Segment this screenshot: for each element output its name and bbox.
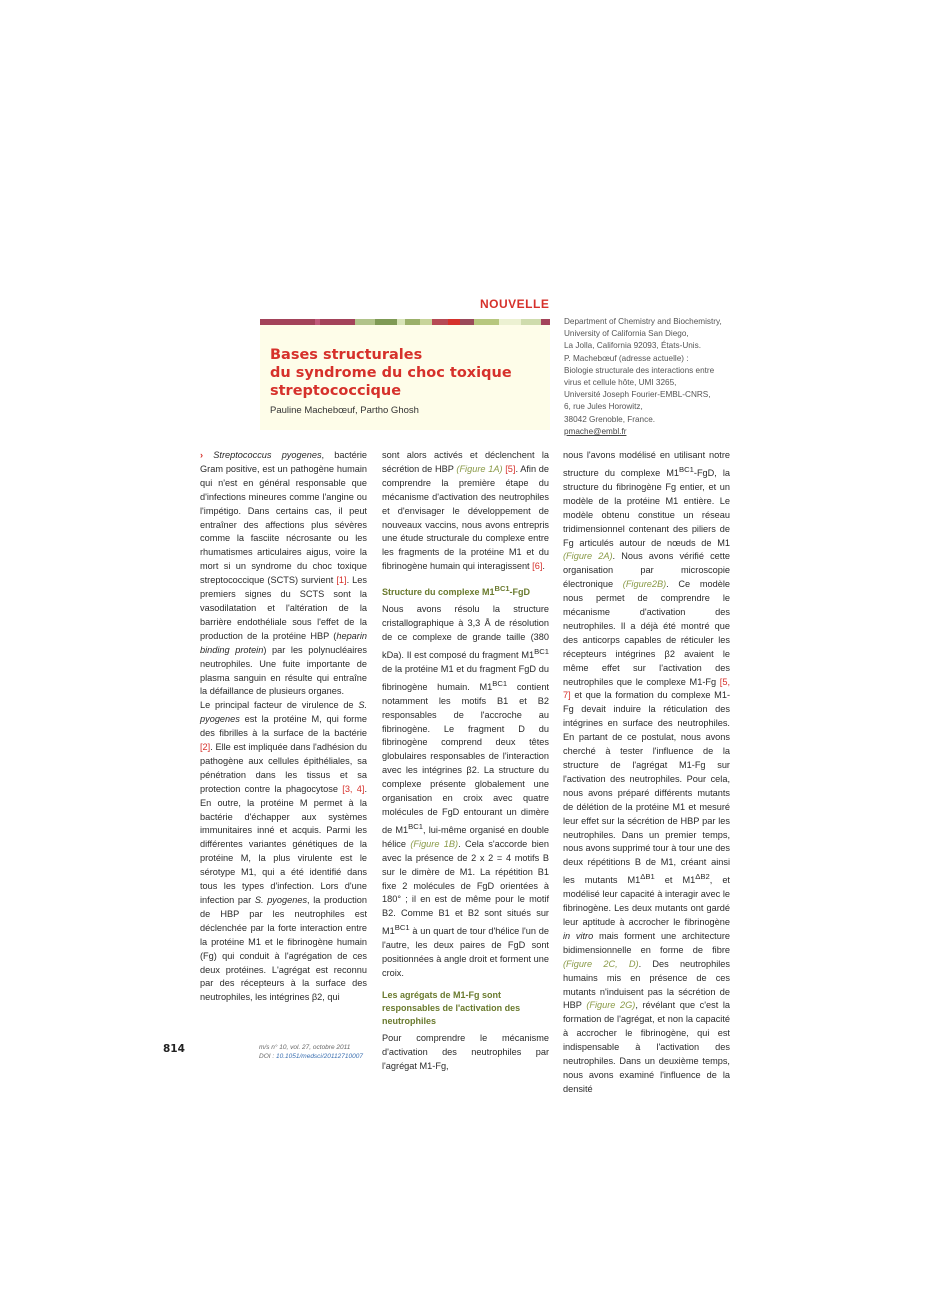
text-run: , bactérie Gram positive, est un pathogène humain qui n'est en général responsable que d'infections mineures comme l'angine ou l'impétigo. Dans certains cas, il peut entraîner des affections plus sévères comme la fasciite nécrosante ou les rhumatismes articulaires aigus, voire la mort si un syndrome du choc toxique streptococcique (SCTS) survient [200, 450, 367, 586]
text-run: . Elle est impliquée dans l'adhésion du pathogène aux cellules épithéliales, sa pénétration dans les tissus et sa protection contre la phagocytose [200, 742, 367, 794]
species-name: S. pyogenes [254, 895, 308, 905]
text-run: . Les premiers signes du SCTS sont la vasodilatation et l'altération de la barrière endothéliale sous l'effet de la production de la protéine HBP ( [200, 575, 367, 641]
affiliation-line: University of California San Diego, [564, 329, 689, 339]
superscript: BC1 [492, 678, 508, 688]
text-run: -FgD, la structure du fibrinogène Fg entier, et un modèle de la protéine M1 entière. Le modèle obtenu constitue un réseau tridimensionnel contenant des piliers de Fg articulés autour de nœuds de M1 [563, 467, 730, 548]
paragraph [382, 603, 549, 981]
section-label: NOUVELLE [480, 297, 550, 311]
text-run: Nous avons résolu la structure cristallographique à 3,3 Å de résolution de ce complexe de grande taille (380 kDa). Il est composé du fragment M1 [382, 604, 549, 660]
superscript: ΔB2 [695, 872, 710, 882]
superscript: BC1 [394, 923, 410, 933]
affiliation-line: P. Machebœuf (adresse actuelle) : [564, 353, 689, 363]
text-run: , lui-même organisé en double hélice [382, 824, 550, 849]
species-name: S. pyogenes [200, 700, 367, 725]
text-run: et que la formation du complexe M1-Fg devait induire la réticulation des intégrines en surface des neutrophiles. En partant de ce postulat, nous avons cherché à tester l'influence de la structure de l'agrégat M1-Fg sur l'activation des neutrophiles. Pour cela, nous avons préparé différents mutants de délétion de la protéine M1 et mesuré leur effet sur la sécrétion de HBP par les neutrophiles. Dans un premier temps, nous avons supprimé tour à tour une des deux répétitions B de M1, créant ainsi les mutants M1 [563, 690, 731, 886]
superscript: BC1 [494, 584, 510, 594]
text-run: . Ce modèle nous permet de comprendre le mécanisme d'activation des neutrophiles. Il a déjà été montré que des anticorps capables de réticuler les récepteurs intégrines β2 avaient le même effet sur l'activation des neutrophiles que le complexe M1-Fg [563, 579, 730, 687]
superscript: BC1 [534, 646, 549, 656]
journal-info [259, 1044, 363, 1061]
text-run: . [542, 561, 545, 572]
figure-link[interactable]: (Figure2B) [622, 579, 667, 590]
text-run: nous l'avons modélisé en utilisant notre structure du complexe M1 [563, 450, 730, 478]
paragraph [200, 449, 367, 699]
title-line: du syndrome du choc toxique [270, 365, 512, 381]
text-run: , la production de HBP par les neutrophiles est déclenchée par la forte interaction entre la protéine M1 et le fibrinogène humain (Fg) qui conduit à l'agrégation de ces deux protéines. L'agrégat est reconnu par des récepteurs à la surface des neutrophiles, les intégrines β2, qui [200, 895, 367, 1003]
text-run: Le principal facteur de virulence de [200, 700, 359, 711]
affiliation-line: virus et cellule hôte, UMI 3265, [564, 378, 677, 388]
affiliation-line: 38042 Grenoble, France. [564, 414, 656, 424]
affiliation [564, 316, 764, 438]
emphasis: heparin binding protein [200, 630, 367, 655]
text-run: . Des neutrophiles humains mis en présence de ces mutants n'induisent pas la sécrétion de HBP [563, 958, 730, 1011]
section-heading [382, 582, 549, 599]
email-link[interactable]: pmache@embl.fr [564, 426, 627, 436]
text-run: , révélant que c'est la formation de l'agrégat, et non la capacité à accrocher le fibrinogène, qui est indispensable à l'activation des neutrophiles. Dans un deuxième temps, nous avons examiné l'influence de la densité [563, 1000, 730, 1094]
text-run: sont alors activés et déclenchent la sécrétion de HBP [382, 450, 549, 474]
text-run: contient notamment les motifs B1 et B2 responsables de l'accroche au fibrinogène. Le fragment D du fibrinogène comprend deux têtes globulaires responsables de l'interaction avec les intégrines β2. La structure du complexe présente globalement une organisation en croix avec quatre molécules de FgD entourant un dimère de M1 [382, 681, 549, 835]
figure-link[interactable]: (Figure 2G) [586, 1000, 636, 1011]
affiliation-line: La Jolla, California 92093, États-Unis. [564, 341, 701, 351]
affiliation-line: Department of Chemistry and Biochemistry, [564, 317, 722, 326]
reference-link[interactable]: [2] [200, 742, 211, 753]
text-run: -FgD [509, 587, 531, 598]
text-run: de la protéine M1 et du fragment FgD du fibrinogène humain. M1 [382, 663, 549, 692]
journal-line: m/s n° 10, vol. 27, octobre 2011 [259, 1044, 351, 1051]
paragraph: Pour comprendre le mécanisme d'activation des neutrophiles par l'agrégat M1-Fg, [382, 1032, 549, 1071]
text-run: , et modélisé leur capacité à interagir avec le fibrinogène. Les deux mutants ont gardé leur aptitude à accrocher le fibrinogène [563, 875, 730, 928]
article-title [270, 346, 545, 400]
section-heading: Les agrégats de M1-Fg sont responsables de l'activation des neutrophiles [382, 989, 521, 1026]
reference-link[interactable]: [1] [336, 575, 347, 586]
page-number: 814 [163, 1043, 185, 1055]
text-run: est la protéine M, qui forme des fibrilles à la surface de la bactérie [200, 714, 367, 739]
superscript: BC1 [678, 464, 694, 474]
species-name: Streptococcus pyogenes [213, 450, 322, 460]
figure-link[interactable]: (Figure 1B) [410, 838, 459, 849]
text-run: Structure du complexe M1 [382, 587, 495, 598]
reference-link[interactable]: [5, 7] [563, 676, 730, 701]
emphasis: in vitro [563, 930, 594, 941]
lead-arrow-icon: › [200, 450, 204, 460]
text-run: et M1 [654, 875, 696, 886]
title-line: Bases structurales [270, 347, 423, 363]
reference-link[interactable]: [3, 4] [342, 783, 365, 794]
paragraph [200, 699, 367, 1005]
doi-prefix: DOI : [259, 1052, 276, 1060]
figure-link[interactable]: (Figure 2A) [563, 551, 613, 562]
reference-link[interactable]: [6] [532, 561, 543, 572]
paragraph [382, 449, 549, 574]
text-run: . Cela s'accorde bien avec la présence de 2 x 2 = 4 motifs B sur le dimère de M1. La répétition B1 fixe 2 molécules de FgD orientées à 180° ; il en est de même pour le motif B2. Comme B1 et B2 sont situés sur M1 [382, 838, 549, 937]
body-column-3 [563, 449, 730, 1097]
text-run: . Nous avons vérifié cette organisation par microscopie électronique [563, 551, 730, 590]
doi-line [259, 1053, 363, 1062]
text-run: ) par les polynucléaires neutrophiles. Une fuite importante de plasma sanguin en résulte qui entraîne la défaillance de plusieurs organes. [200, 644, 367, 697]
superscript: ΔB1 [640, 872, 655, 882]
body-column-1 [200, 449, 367, 1005]
text-run: mais forment une architecture bidimensionnelle en forme de fibre [563, 930, 730, 955]
body-column-2 [382, 449, 549, 1074]
text-run: . En outre, la protéine M permet à la bactérie d'échapper aux systèmes immunitaires inné et acquis. Parmi les différentes variantes génétiques de la protéine M, la plus virulente est le sérotype M1, qui a été identifié dans tous les types d'infection. Lors d'une infection par [200, 783, 367, 905]
affiliation-line: Université Joseph Fourier-EMBL-CNRS, [564, 390, 711, 400]
reference-link[interactable]: [5] [505, 463, 516, 474]
text-run: . Afin de comprendre la première étape du mécanisme d'activation des neutrophiles et d'envisager le développement de nouveaux vaccins, nous avons entrepris une étude structurale du complexe entre les fragments de la protéine M1 et du fibrinogène humain qui interagissent [382, 463, 550, 572]
authors: Pauline Machebœuf, Partho Ghosh [270, 405, 419, 416]
superscript: BC1 [408, 821, 424, 831]
paragraph [563, 449, 730, 1097]
doi-link[interactable]: 10.1051/medsci/20112710007 [275, 1052, 363, 1060]
affiliation-line: Biologie structurale des interactions entre [564, 365, 715, 375]
text-run: à un quart de tour d'hélice l'un de l'autre, les deux paires de FgD sont positionnées à angle droit et forment une croix. [382, 926, 549, 979]
title-line: streptococcique [270, 383, 402, 399]
affiliation-line: 6, rue Jules Horowitz, [564, 402, 643, 412]
figure-link[interactable]: (Figure 2C, D) [563, 958, 639, 969]
figure-link[interactable]: (Figure 1A) [456, 463, 503, 474]
